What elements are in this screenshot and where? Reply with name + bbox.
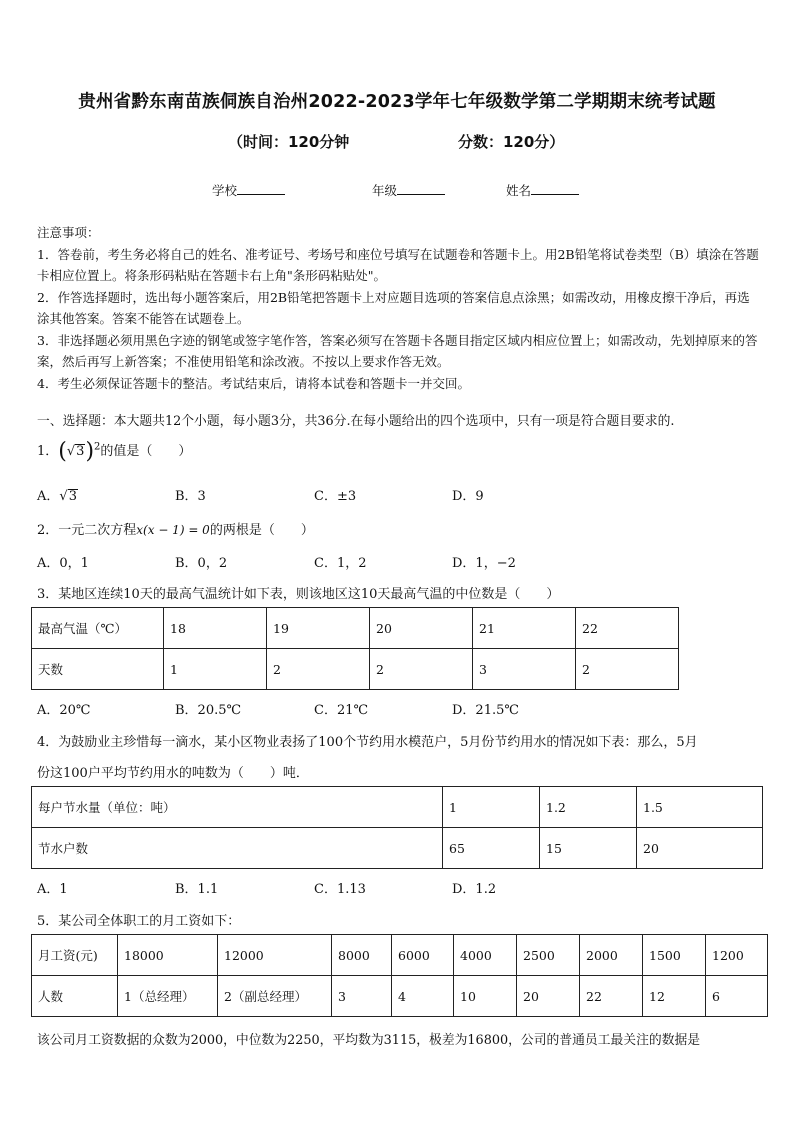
table-cell: 1200: [706, 935, 768, 976]
grade-label: 年级: [372, 183, 398, 198]
table-row: [32, 787, 763, 828]
q3-option-b: B．20.5℃: [175, 703, 242, 718]
exam-score: 分数：120分）: [458, 133, 565, 151]
table-cell: 18000: [118, 935, 218, 976]
table-cell: 22: [580, 976, 643, 1017]
q4-table: [31, 786, 763, 869]
q5-table: [31, 934, 768, 1017]
table-cell: 3: [332, 976, 392, 1017]
q3-option-a: A．20℃: [37, 703, 91, 718]
grade-field: [372, 181, 445, 199]
table-cell: 2: [370, 649, 473, 690]
q1-option-a: [37, 485, 78, 504]
table-cell: 每户节水量（单位：吨）: [32, 787, 443, 828]
q2-option-a: A．0，1: [37, 556, 89, 571]
notes-heading: 注意事项：: [37, 225, 100, 240]
q1-option-c: C．±3: [314, 489, 357, 504]
q2-stem: 2．一元二次方程: [37, 523, 137, 538]
table-cell: 65: [443, 828, 540, 869]
table-cell: 10: [454, 976, 517, 1017]
table-cell: 6000: [392, 935, 454, 976]
notes-block: [37, 222, 759, 394]
question-4-stem-line1: 4．为鼓励业主珍惜每一滴水，某小区物业表扬了100个节约用水模范户，5月份节约用水的情况如下表：那么，5月: [37, 735, 698, 750]
q1-a-radicand: 3: [68, 489, 77, 504]
q3-option-c: C．21℃: [314, 703, 369, 718]
question-5-stem: 5．某公司全体职工的月工资如下：: [37, 914, 241, 929]
q2-option-d: D．1，−2: [452, 556, 516, 571]
table-cell: 15: [540, 828, 637, 869]
section-heading: 一、选择题：本大题共12个小题，每小题3分，共36分.在每小题给出的四个选项中，只有一项是符合题目要求的.: [37, 414, 675, 429]
q4-option-b: B．1.1: [175, 882, 219, 897]
table-cell: 人数: [32, 976, 118, 1017]
table-row: [32, 608, 679, 649]
open-paren: (: [58, 439, 67, 464]
q2-text: 的两根是（ ）: [209, 523, 314, 538]
table-row: [32, 828, 763, 869]
table-cell: 1（总经理）: [118, 976, 218, 1017]
table-cell: 月工资(元): [32, 935, 118, 976]
table-cell: 12000: [218, 935, 332, 976]
table-cell: 18: [164, 608, 267, 649]
table-cell: 3: [473, 649, 576, 690]
table-cell: 6: [706, 976, 768, 1017]
q1-radicand: 3: [76, 444, 85, 459]
school-blank: [237, 182, 285, 195]
table-cell: 最高气温（℃）: [32, 608, 164, 649]
table-cell: 22: [576, 608, 679, 649]
table-cell: 1.5: [637, 787, 763, 828]
q1-option-d: D．9: [452, 489, 484, 504]
q1-number: 1．: [37, 444, 59, 459]
table-cell: 2500: [517, 935, 580, 976]
table-row: [32, 976, 768, 1017]
exam-time: （时间：120分钟: [228, 133, 350, 151]
page-title: 贵州省黔东南苗族侗族自治州2022-2023学年七年级数学第二学期期末统考试题: [78, 92, 716, 112]
table-cell: 节水户数: [32, 828, 443, 869]
q1-option-b: B．3: [175, 489, 206, 504]
table-cell: 4000: [454, 935, 517, 976]
school-label: 学校: [212, 183, 238, 198]
q1-text: 的值是（ ）: [100, 444, 192, 459]
note-item-2: 2．作答选择题时，选出每小题答案后，用2B铅笔把答题卡上对应题目选项的答案信息点涂黑；如需改动，用橡皮擦干净后，再选涂其他答案。答案不能答在试题卷上。: [37, 289, 750, 326]
table-cell: 20: [637, 828, 763, 869]
q2-equation: x(x − 1) = 0: [136, 523, 210, 537]
table-cell: 19: [267, 608, 370, 649]
table-cell: 1500: [643, 935, 706, 976]
note-item-3: 3．非选择题必须用黑色字迹的钢笔或签字笔作答，答案必须写在答题卡各题目指定区域内相应位置上；如需改动，先划掉原来的答案，然后再写上新答案；不准使用铅笔和涂改液。不按以上要求作答无效。: [37, 332, 758, 369]
table-cell: 21: [473, 608, 576, 649]
table-cell: 2: [576, 649, 679, 690]
table-cell: 1: [164, 649, 267, 690]
table-row: [32, 935, 768, 976]
table-row: [32, 649, 679, 690]
table-cell: 1.2: [540, 787, 637, 828]
name-field: [506, 181, 579, 199]
question-4-stem-line2: 份这100户平均节约用水的吨数为（ ）吨．: [37, 766, 309, 781]
table-cell: 1: [443, 787, 540, 828]
q2-option-b: B．0，2: [175, 556, 228, 571]
sqrt-icon: √: [59, 489, 68, 504]
q1-exponent: 2: [94, 441, 101, 453]
table-cell: 2（副总经理）: [218, 976, 332, 1017]
table-cell: 2000: [580, 935, 643, 976]
close-paren: ): [85, 439, 95, 464]
table-cell: 4: [392, 976, 454, 1017]
q3-table: [31, 607, 679, 690]
table-cell: 12: [643, 976, 706, 1017]
q2-option-c: C．1，2: [314, 556, 367, 571]
note-item-1: 1．答卷前，考生务必将自己的姓名、准考证号、考场号和座位号填写在试题卷和答题卡上。用2B铅笔将试卷类型（B）填涂在答题卡相应位置上。将条形码粘贴在答题卡右上角"条形码粘贴处"。: [37, 246, 759, 283]
q4-option-a: A．1: [37, 882, 68, 897]
q4-option-d: D．1.2: [452, 882, 497, 897]
question-1: [37, 439, 192, 464]
question-5-tail: 该公司月工资数据的众数为2000，中位数为2250，平均数为3115，极差为16800，公司的普通员工最关注的数据是: [37, 1033, 701, 1048]
grade-blank: [397, 182, 445, 195]
table-cell: 2: [267, 649, 370, 690]
name-label: 姓名: [506, 183, 532, 198]
table-cell: 20: [517, 976, 580, 1017]
question-2: [37, 519, 314, 538]
table-cell: 天数: [32, 649, 164, 690]
note-item-4: 4．考生必须保证答题卡的整洁。考试结束后，请将本试卷和答题卡一并交回。: [37, 375, 470, 391]
q4-option-c: C．1.13: [314, 882, 366, 897]
q3-option-d: D．21.5℃: [452, 703, 519, 718]
q1-a-label: A．: [37, 489, 60, 504]
sqrt-icon: √: [66, 444, 76, 459]
table-cell: 20: [370, 608, 473, 649]
name-blank: [531, 182, 579, 195]
school-field: [212, 181, 285, 199]
question-3-stem: 3．某地区连续10天的最高气温统计如下表，则该地区这10天最高气温的中位数是（ ）: [37, 587, 560, 602]
table-cell: 8000: [332, 935, 392, 976]
